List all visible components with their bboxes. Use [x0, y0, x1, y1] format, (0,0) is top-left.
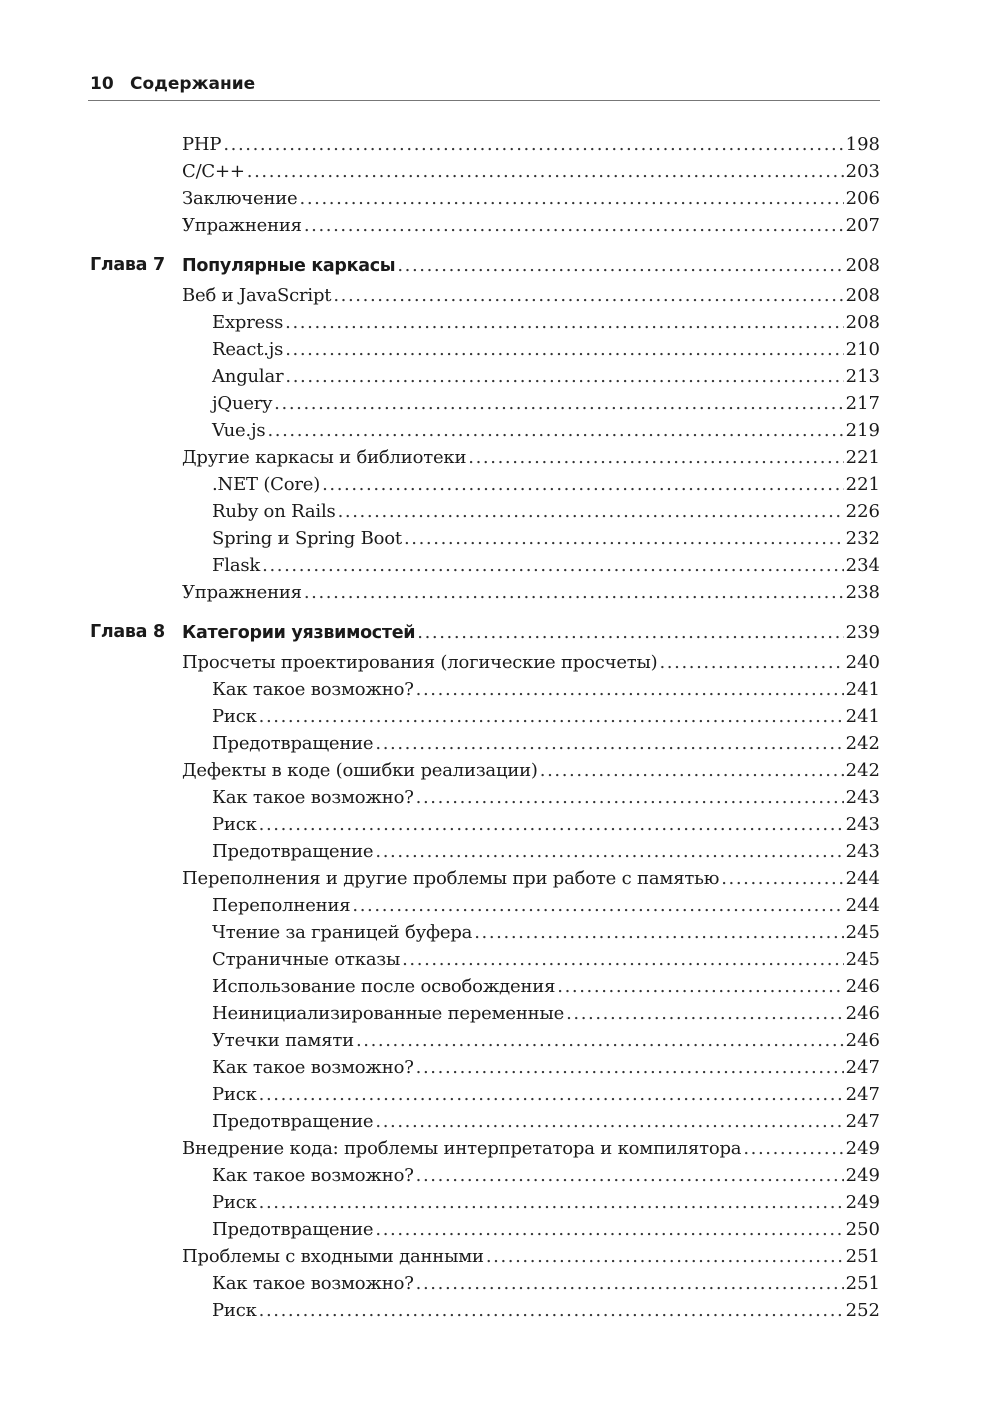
running-title: Содержание	[130, 74, 256, 94]
toc-subsection-entry[interactable]	[212, 1054, 880, 1081]
dot-leader	[352, 892, 843, 919]
toc-subsection-entry[interactable]	[212, 838, 880, 865]
toc-entry-title: Предотвращение	[212, 1219, 374, 1240]
dot-leader	[404, 525, 844, 552]
toc-entry-page: 252	[845, 1300, 880, 1321]
toc-entry-title: jQuery	[212, 393, 273, 414]
toc-entry-page: 221	[845, 447, 880, 468]
toc-entry-title: Ruby on Rails	[212, 501, 336, 522]
dot-leader	[285, 336, 843, 363]
toc-chapter-entry[interactable]	[182, 619, 880, 646]
dot-leader	[417, 619, 843, 646]
toc-subsection-entry[interactable]	[212, 1027, 880, 1054]
toc-entry-title: Использование после освобождения	[212, 976, 556, 997]
toc-subsection-entry[interactable]	[212, 498, 880, 525]
toc-entry-page: 246	[845, 1003, 880, 1024]
dot-leader	[540, 757, 844, 784]
toc-entry-title: Риск	[212, 1192, 257, 1213]
dot-leader	[375, 838, 843, 865]
toc-subsection-entry[interactable]	[212, 1081, 880, 1108]
dot-leader	[416, 1270, 844, 1297]
toc-entry-page: 245	[845, 949, 880, 970]
dot-leader	[285, 309, 843, 336]
toc-subsection-entry[interactable]	[212, 703, 880, 730]
toc-subsection-entry[interactable]	[212, 525, 880, 552]
toc-section-entry[interactable]	[182, 282, 880, 309]
toc-subsection-entry[interactable]	[212, 676, 880, 703]
toc-subsection-entry[interactable]	[212, 417, 880, 444]
toc-entry-page: 244	[845, 895, 880, 916]
toc-section-entry[interactable]	[182, 649, 880, 676]
toc-subsection-entry[interactable]	[212, 1162, 880, 1189]
dot-leader	[416, 676, 844, 703]
toc-section-entry[interactable]	[182, 185, 880, 212]
toc-entry-page: 221	[845, 474, 880, 495]
dot-leader	[274, 390, 843, 417]
dot-leader	[397, 252, 843, 279]
toc-entry-page: 232	[845, 528, 880, 549]
toc-section-entry[interactable]	[182, 865, 880, 892]
toc-subsection-entry[interactable]	[212, 946, 880, 973]
toc-subsection-entry[interactable]	[212, 363, 880, 390]
dot-leader	[375, 730, 843, 757]
toc-section-entry[interactable]	[182, 1135, 880, 1162]
toc-entry-page: 250	[845, 1219, 880, 1240]
toc-entry-page: 247	[845, 1084, 880, 1105]
toc-entry-title: Популярные каркасы	[182, 256, 396, 276]
toc-entry-title: Angular	[212, 366, 284, 387]
toc-subsection-entry[interactable]	[212, 1216, 880, 1243]
toc-subsection-entry[interactable]	[212, 919, 880, 946]
toc-entry-title: Проблемы с входными данными	[182, 1246, 484, 1267]
chapter-label: Глава 7	[90, 255, 165, 275]
toc-entry-title: Переполнения	[212, 895, 351, 916]
toc-entry-title: Предотвращение	[212, 733, 374, 754]
toc-entry-title: Предотвращение	[212, 1111, 374, 1132]
toc-entry-page: 251	[845, 1246, 880, 1267]
dot-leader	[659, 649, 843, 676]
toc-entry-page: 246	[845, 976, 880, 997]
toc-entry-page: 217	[845, 393, 880, 414]
chapter-label: Глава 8	[90, 622, 165, 642]
toc-entry-page: 207	[845, 215, 880, 236]
toc-subsection-entry[interactable]	[212, 336, 880, 363]
dot-leader	[474, 919, 843, 946]
toc-subsection-entry[interactable]	[212, 390, 880, 417]
dot-leader	[356, 1027, 844, 1054]
toc-subsection-entry[interactable]	[212, 811, 880, 838]
toc-entry-page: 208	[845, 312, 880, 333]
dot-leader	[223, 131, 843, 158]
toc-subsection-entry[interactable]	[212, 471, 880, 498]
toc-entry-page: 241	[845, 679, 880, 700]
dot-leader	[259, 1297, 844, 1324]
toc-entry-page: 242	[845, 733, 880, 754]
toc-entry-title: PHP	[182, 134, 222, 155]
toc-entry-page: 239	[845, 622, 880, 643]
toc-entry-page: 249	[845, 1138, 880, 1159]
toc-entry-page: 240	[845, 652, 880, 673]
dot-leader	[259, 1189, 844, 1216]
toc-entry-title: Spring и Spring Boot	[212, 528, 402, 549]
toc-entry-title: Vue.js	[212, 420, 266, 441]
dot-leader	[304, 579, 844, 606]
dot-leader	[259, 1081, 844, 1108]
toc-entry-title: Flask	[212, 555, 261, 576]
toc-entry-page: 249	[845, 1192, 880, 1213]
dot-leader	[285, 363, 843, 390]
toc-entry-title: C/C++	[182, 161, 245, 182]
toc-entry-title: Внедрение кода: проблемы интерпретатора и компилятора	[182, 1138, 742, 1159]
toc-entry-page: 198	[845, 134, 880, 155]
dot-leader	[416, 1054, 844, 1081]
dot-leader	[333, 282, 843, 309]
dot-leader	[375, 1216, 843, 1243]
running-header	[88, 68, 880, 104]
dot-leader	[416, 784, 844, 811]
dot-leader	[721, 865, 843, 892]
toc-subsection-entry[interactable]	[212, 1270, 880, 1297]
toc-entry-title: Как такое возможно?	[212, 679, 414, 700]
toc-entry-title: Как такое возможно?	[212, 1273, 414, 1294]
dot-leader	[566, 1000, 844, 1027]
toc-entry-page: 203	[845, 161, 880, 182]
toc-entry-page: 238	[845, 582, 880, 603]
toc-section-entry[interactable]	[182, 444, 880, 471]
dot-leader	[743, 1135, 843, 1162]
toc-entry-title: Риск	[212, 814, 257, 835]
toc-entry-title: Риск	[212, 1300, 257, 1321]
toc-subsection-entry[interactable]	[212, 892, 880, 919]
dot-leader	[468, 444, 843, 471]
toc-entry-page: 246	[845, 1030, 880, 1051]
toc-entry-page: 243	[845, 814, 880, 835]
toc-entry-page: 245	[845, 922, 880, 943]
toc-entry-title: Предотвращение	[212, 841, 374, 862]
dot-leader	[267, 417, 843, 444]
toc-section-entry[interactable]	[182, 131, 880, 158]
toc-entry-page: 241	[845, 706, 880, 727]
toc-subsection-entry[interactable]	[212, 973, 880, 1000]
toc-entry-page: 234	[845, 555, 880, 576]
dot-leader	[375, 1108, 843, 1135]
toc-entry-title: Утечки памяти	[212, 1030, 354, 1051]
toc-entry-title: Упражнения	[182, 582, 302, 603]
toc-entry-title: React.js	[212, 339, 284, 360]
toc-entry-title: Другие каркасы и библиотеки	[182, 447, 467, 468]
toc-entry-page: 242	[845, 760, 880, 781]
dot-leader	[247, 158, 844, 185]
dot-leader	[304, 212, 844, 239]
toc-entry-title: Переполнения и другие проблемы при работе с памятью	[182, 868, 720, 889]
toc-entry-page: 208	[845, 255, 880, 276]
toc-entry-title: Заключение	[182, 188, 298, 209]
toc-entry-page: 243	[845, 787, 880, 808]
toc-entry-title: Упражнения	[182, 215, 302, 236]
dot-leader	[259, 811, 844, 838]
toc-subsection-entry[interactable]	[212, 1297, 880, 1324]
toc-section-entry[interactable]	[182, 212, 880, 239]
toc-entry-title: Страничные отказы	[212, 949, 401, 970]
toc-entry-page: 213	[845, 366, 880, 387]
toc-subsection-entry[interactable]	[212, 784, 880, 811]
toc-entry-page: 226	[845, 501, 880, 522]
toc-entry-page: 247	[845, 1111, 880, 1132]
toc-entry-page: 243	[845, 841, 880, 862]
dot-leader	[259, 703, 844, 730]
dot-leader	[557, 973, 843, 1000]
toc-entry-title: Просчеты проектирования (логические просчеты)	[182, 652, 658, 673]
toc-subsection-entry[interactable]	[212, 730, 880, 757]
toc-entry-title: Неинициализированные переменные	[212, 1003, 565, 1024]
toc-entry-page: 251	[845, 1273, 880, 1294]
toc-subsection-entry[interactable]	[212, 1189, 880, 1216]
dot-leader	[262, 552, 844, 579]
toc-section-entry[interactable]	[182, 579, 880, 606]
toc-entry-title: Как такое возможно?	[212, 1165, 414, 1186]
dot-leader	[338, 498, 844, 525]
toc-entry-title: Как такое возможно?	[212, 787, 414, 808]
toc-entry-title: Express	[212, 312, 284, 333]
toc-entry-title: .NET (Core)	[212, 474, 321, 495]
toc-entry-page: 208	[845, 285, 880, 306]
toc-section-entry[interactable]	[182, 757, 880, 784]
dot-leader	[322, 471, 844, 498]
toc-subsection-entry[interactable]	[212, 552, 880, 579]
toc-subsection-entry[interactable]	[212, 1000, 880, 1027]
dot-leader	[402, 946, 844, 973]
toc-entry-title: Чтение за границей буфера	[212, 922, 473, 943]
toc-entry-page: 249	[845, 1165, 880, 1186]
toc-entry-title: Дефекты в коде (ошибки реализации)	[182, 760, 538, 781]
toc-entry-page: 244	[845, 868, 880, 889]
toc-section-entry[interactable]	[182, 1243, 880, 1270]
toc-entry-title: Риск	[212, 706, 257, 727]
toc-subsection-entry[interactable]	[212, 1108, 880, 1135]
toc-entry-title: Веб и JavaScript	[182, 285, 332, 306]
dot-leader	[300, 185, 844, 212]
dot-leader	[486, 1243, 844, 1270]
toc-entry-page: 247	[845, 1057, 880, 1078]
toc-section-entry[interactable]	[182, 158, 880, 185]
toc-entry-page: 219	[845, 420, 880, 441]
toc-entry-title: Категории уязвимостей	[182, 623, 416, 643]
toc-subsection-entry[interactable]	[212, 309, 880, 336]
dot-leader	[416, 1162, 844, 1189]
header-rule	[88, 100, 880, 101]
page-number: 10	[90, 74, 114, 94]
toc-entry-title: Риск	[212, 1084, 257, 1105]
toc-entry-title: Как такое возможно?	[212, 1057, 414, 1078]
toc-chapter-entry[interactable]	[182, 252, 880, 279]
toc-entry-page: 206	[845, 188, 880, 209]
toc-entry-page: 210	[845, 339, 880, 360]
